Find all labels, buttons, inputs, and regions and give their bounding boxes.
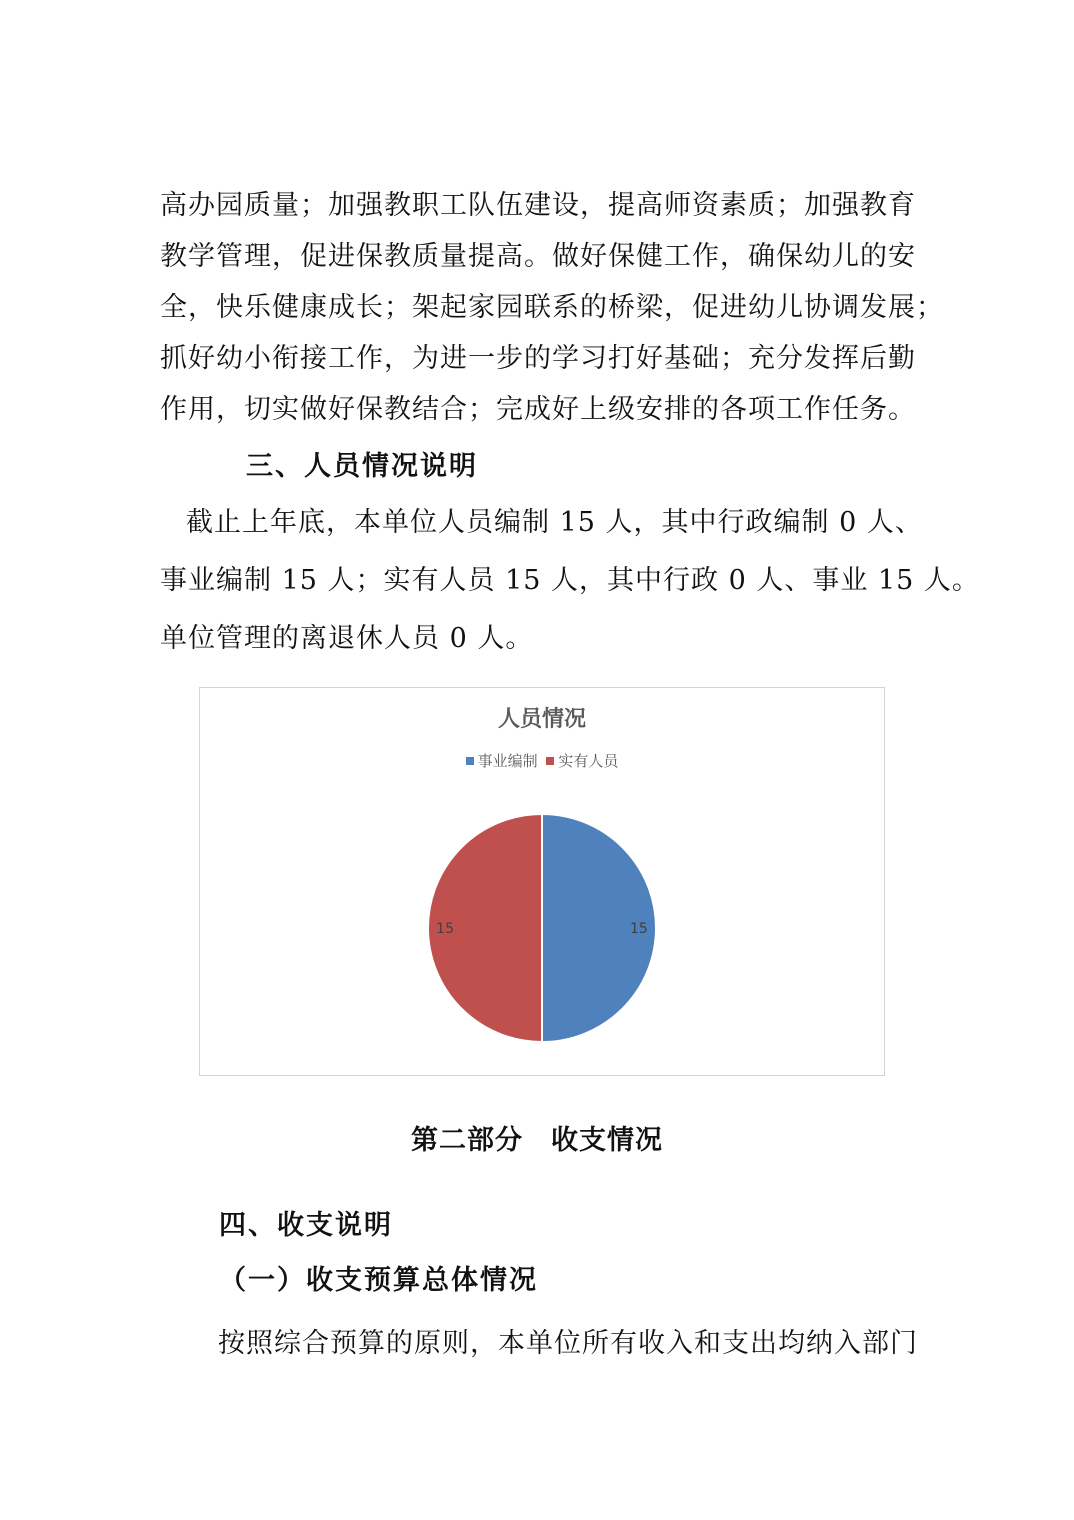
text-line: 作用，切实做好保教结合；完成好上级安排的各项工作任务。 bbox=[160, 394, 916, 425]
text-line: 教学管理，促进保教质量提高。做好保健工作，确保幼儿的安 bbox=[160, 241, 916, 272]
text-line: 高办园质量；加强教职工队伍建设，提高师资素质；加强教育 bbox=[160, 190, 916, 221]
body-paragraph-goals bbox=[160, 180, 944, 435]
text-line: 按照综合预算的原则，本单位所有收入和支出均纳入部门 bbox=[218, 1328, 918, 1359]
legend-label: 事业编制 bbox=[477, 752, 538, 770]
pie-data-label: 15 bbox=[629, 921, 648, 937]
pie-data-label: 15 bbox=[436, 921, 455, 937]
chart-title: 人员情况 bbox=[497, 707, 586, 732]
section-heading-budget: 四、收支说明 bbox=[219, 1210, 393, 1241]
body-paragraph-budget bbox=[218, 1318, 928, 1369]
staff-pie-chart bbox=[199, 687, 885, 1076]
text-line: 事业编制 15 人；实有人员 15 人，其中行政 0 人、事业 15 人。 bbox=[160, 565, 980, 596]
pie-plot-area bbox=[200, 688, 884, 1075]
text-line: 单位管理的离退休人员 0 人。 bbox=[160, 623, 534, 654]
section-heading-staff: 三、人员情况说明 bbox=[246, 451, 478, 482]
subsection-heading-budget-overview: （一）收支预算总体情况 bbox=[219, 1265, 538, 1296]
text-line: 截止上年底，本单位人员编制 15 人，其中行政编制 0 人、 bbox=[130, 507, 923, 538]
part-title: 第二部分 收支情况 bbox=[411, 1125, 663, 1156]
text-line: 全，快乐健康成长；架起家园联系的桥梁，促进幼儿协调发展； bbox=[160, 292, 944, 323]
legend-label: 实有人员 bbox=[558, 752, 619, 770]
body-paragraph-staff bbox=[130, 494, 980, 668]
text-line: 抓好幼小衔接工作，为进一步的学习打好基础；充分发挥后勤 bbox=[160, 343, 916, 374]
